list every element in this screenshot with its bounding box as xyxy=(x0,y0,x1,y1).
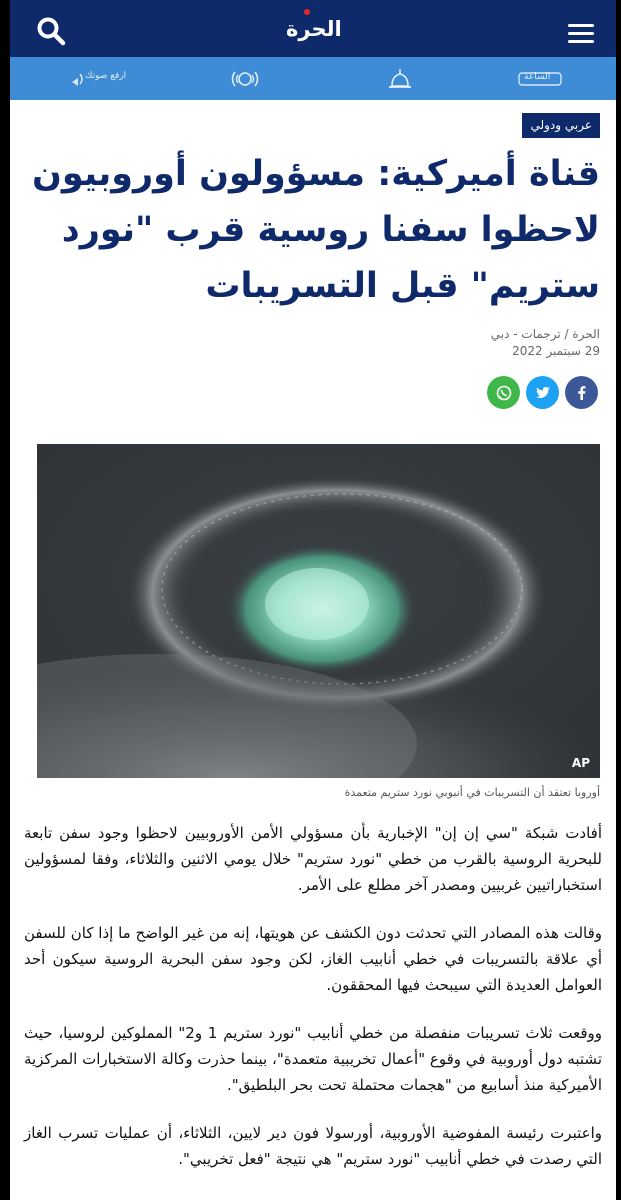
podcast-icon xyxy=(228,67,262,91)
article-page xyxy=(10,0,616,1200)
share-whatsapp-button[interactable] xyxy=(487,376,520,409)
search-button[interactable] xyxy=(36,16,66,46)
whatsapp-icon xyxy=(495,384,513,402)
mosque-icon xyxy=(385,66,415,92)
subnav-item-raise-voice[interactable] xyxy=(55,57,127,100)
site-logo[interactable]: الحرة xyxy=(286,17,342,41)
facebook-icon xyxy=(573,384,591,402)
article-paragraph: ووقعت ثلاث تسريبات منفصلة من خطي أنابيب "نورد ستريم 1 و2" المملوكين لروسيا، حيث تشتبه دول أوروبية في وقوع "أعمال تخريبية متعمدة"، بينما حذرت وكالة الاستخبارات المركزية الأميركية منذ أسابيع من "هجمات محتملة تحت بحر البلطيق". xyxy=(24,1024,602,1094)
hamburger-menu-icon[interactable] xyxy=(568,24,594,44)
image-caption: أوروبا تعتقد أن التسريبات في أنبوبي نورد ستريم متعمدة xyxy=(344,786,600,799)
byline-source: الحرة / ترجمات - دبي xyxy=(490,327,600,341)
twitter-icon xyxy=(534,384,552,402)
article-body xyxy=(24,820,602,1172)
subnav-label-raise-voice: ارفع صوتك xyxy=(85,71,127,81)
article-paragraph: وقالت هذه المصادر التي تحدثت دون الكشف عن هويتها، إنه من غير الواضح ما إذا كان للسفن أي علاقة بالتسريبات في خطي أنابيب الغاز، لكن وجود سفن البحرية الروسية سيكون أحد العوامل العديدة التي سيبحث فيها المحققون. xyxy=(24,924,602,994)
article-hero-image xyxy=(37,444,600,778)
subnav-item-clock[interactable] xyxy=(510,57,570,100)
subnav-item-podcast[interactable] xyxy=(215,57,275,100)
share-facebook-button[interactable] xyxy=(565,376,598,409)
article-headline: قناة أميركية: مسؤولون أوروبيون لاحظوا سفنا روسية قرب "نورد ستريم" قبل التسريبات xyxy=(32,154,600,306)
search-icon xyxy=(36,16,66,46)
top-bar xyxy=(10,0,616,57)
subnav-label-clock: الساعة xyxy=(524,72,551,82)
sub-navigation xyxy=(10,57,616,100)
category-badge[interactable]: عربي ودولي xyxy=(522,113,600,138)
sea-bubbles-image xyxy=(37,444,600,778)
subnav-item-mosque[interactable] xyxy=(370,57,430,100)
article-paragraph: واعتبرت رئيسة المفوضية الأوروبية، أورسولا فون دير لايين، الثلاثاء، أن عمليات تسرب الغاز التي رصدت في خطي أنابيب "نورد ستريم" هي نتيجة "فعل تخريبي". xyxy=(24,1124,602,1168)
byline-date: 29 سبتمبر 2022 xyxy=(512,344,600,358)
article-byline xyxy=(491,326,600,360)
article-paragraph: أفادت شبكة "سي إن إن" الإخبارية بأن مسؤولي الأمن الأوروبيين لاحظوا وجود سفن تابعة للبحرية الروسية بالقرب من خطي "نورد ستريم" خلال يومي الاثنين والثلاثاء، وفقا لمسؤولين استخباراتيين غربيين ومصدر آخر مطلع على الأمر. xyxy=(24,824,602,894)
share-twitter-button[interactable] xyxy=(526,376,559,409)
image-credit: AP xyxy=(571,756,590,770)
